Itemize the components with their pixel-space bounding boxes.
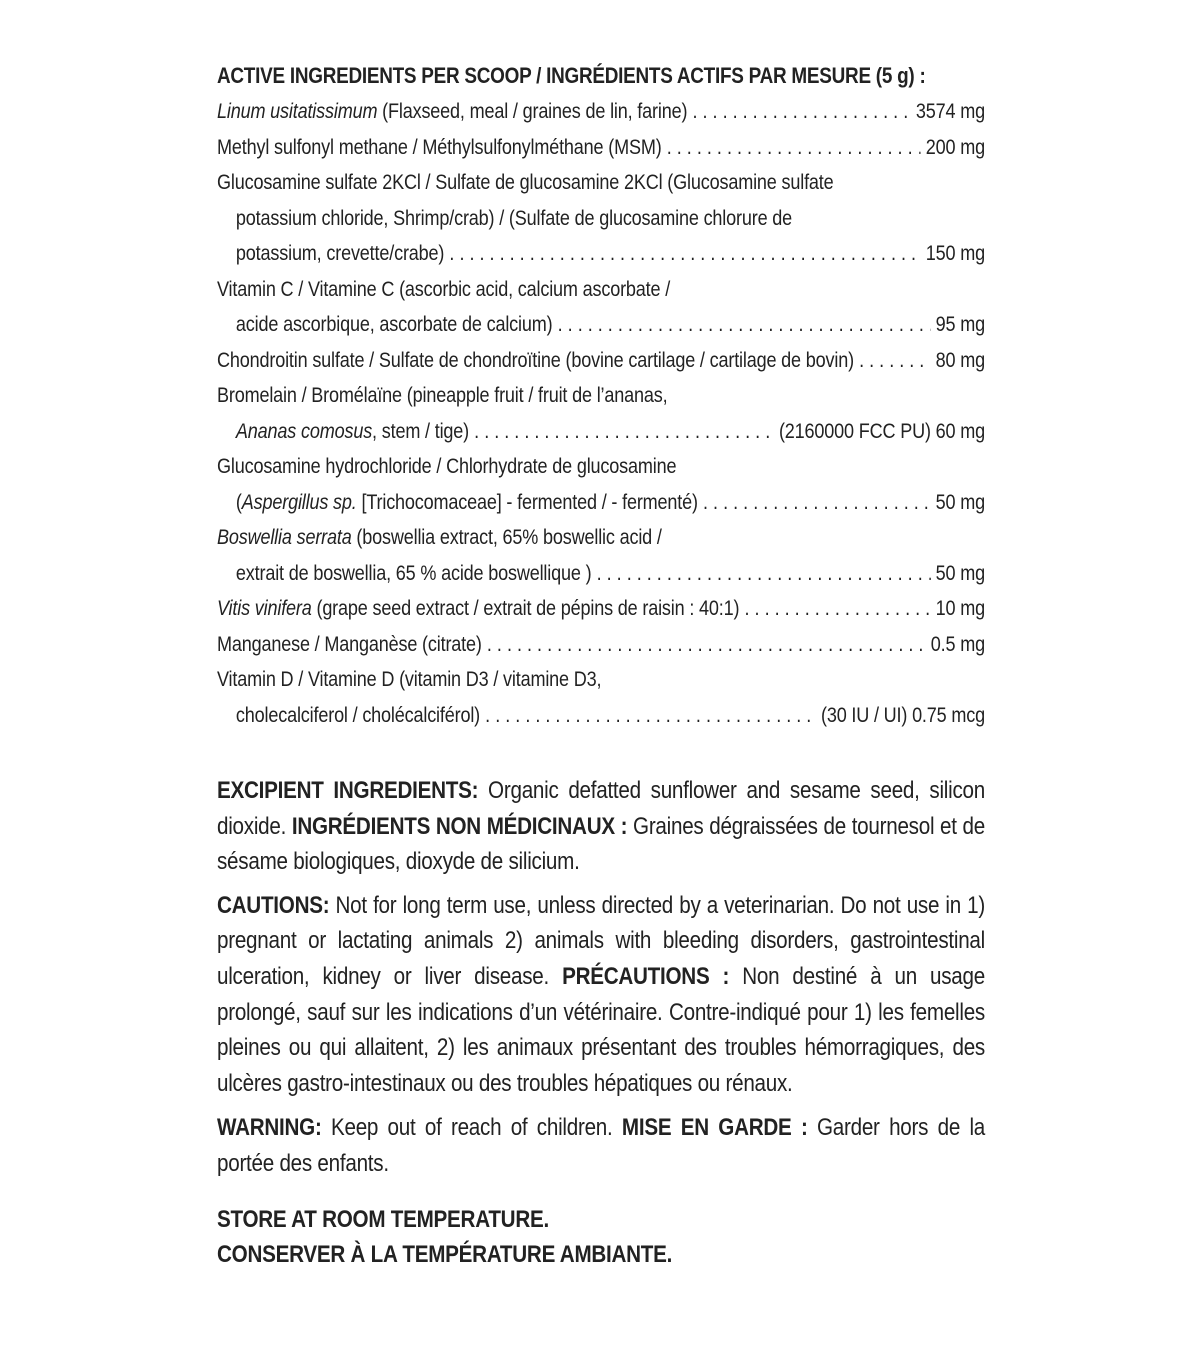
- ingredient-amount: 95 mg: [935, 313, 985, 336]
- dot-leader: [703, 485, 930, 521]
- ingredient-vitamin-c: Vitamin C / Vitamine C (ascorbic acid, calcium ascorbate / acide ascorbique, ascorbate de calcium) . . . 95 mg: [217, 272, 985, 343]
- dot-leader: [692, 94, 910, 130]
- dot-leader: [859, 343, 930, 379]
- ingredient-amount: 80 mg: [935, 348, 985, 372]
- ingredient-amount: (2160000 FCC PU) 60 mg: [778, 419, 985, 443]
- active-ingredients-list: [217, 94, 985, 733]
- dot-leader: [487, 627, 926, 663]
- ingredient-vitamin-d: Vitamin D / Vitamine D (vitamin D3 / vitamine D3, cholecalciferol / cholécalciférol) . . . (30 IU / UI) 0.75 mcg: [217, 662, 985, 733]
- ingredient-amount: 50 mg: [935, 490, 985, 514]
- ingredient-glucosamine-hcl: Glucosamine hydrochloride / Chlorhydrate de glucosamine (Aspergillus sp. [Trichocomaceae] - fermented / - fermenté) . . . 50 mg: [217, 449, 985, 520]
- dot-leader: [474, 414, 774, 450]
- active-ingredients-heading: ACTIVE INGREDIENTS PER SCOOP / INGRÉDIENTS ACTIFS PAR MESURE (5 g) :: [217, 63, 926, 88]
- ingredient-amount: 0.5 mg: [930, 632, 985, 656]
- warning-paragraph: WARNING: Keep out of reach of children. MISE EN GARDE : Garder hors de la portée des enfants.: [217, 1114, 985, 1177]
- storage-en: STORE AT ROOM TEMPERATURE.: [217, 1205, 549, 1233]
- product-label: [217, 58, 985, 1273]
- ingredient-amount: 200 mg: [925, 135, 985, 159]
- ingredient-grape-seed: Vitis vinifera (grape seed extract / extrait de pépins de raisin : 40:1) . . . 10 mg: [217, 591, 985, 627]
- ingredient-bromelain: Bromelain / Bromélaïne (pineapple fruit / fruit de l’ananas, Ananas comosus, stem / tige) . . . (2160000 FCC PU) 60 mg: [217, 378, 985, 449]
- dot-leader: [558, 307, 931, 343]
- label-content: [217, 58, 985, 1273]
- dot-leader: [667, 130, 921, 166]
- ingredient-amount: 3574 mg: [915, 100, 985, 123]
- ingredient-boswellia: Boswellia serrata (boswellia extract, 65% boswellic acid / extrait de boswellia, 65 % acide boswellique ) . . . 50 mg: [217, 520, 985, 591]
- storage-fr: CONSERVER À LA TEMPÉRATURE AMBIANTE.: [217, 1241, 673, 1269]
- excipient-paragraph: EXCIPIENT INGREDIENTS: Organic defatted sunflower and sesame seed, silicon dioxide. INGRÉDIENTS NON MÉDICINAUX : Graines dégraissées de tournesol et de sésame biologiques, dioxyde de silicium.: [217, 777, 985, 876]
- ingredient-amount: 150 mg: [925, 242, 985, 265]
- ingredient-glucosamine-sulfate: Glucosamine sulfate 2KCl / Sulfate de glucosamine 2KCl (Glucosamine sulfate potassium chloride, Shrimp/crab) / (Sulfate de glucosamine chlorure de potassium, crevette/crabe) . . . 150 mg: [217, 165, 985, 272]
- ingredient-amount: (30 IU / UI) 0.75 mcg: [820, 703, 985, 727]
- ingredient-amount: 10 mg: [935, 597, 985, 620]
- dot-leader: [597, 556, 931, 592]
- dot-leader: [745, 591, 931, 627]
- ingredient-msm: Methyl sulfonyl methane / Méthylsulfonylméthane (MSM) . . . 200 mg: [217, 130, 985, 166]
- ingredient-chondroitin: Chondroitin sulfate / Sulfate de chondroïtine (bovine cartilage / cartilage de bovin) . . . 80 mg: [217, 343, 985, 379]
- dot-leader: [485, 698, 816, 734]
- ingredient-amount: 50 mg: [935, 561, 985, 585]
- ingredient-manganese: Manganese / Manganèse (citrate) . . . 0.5 mg: [217, 627, 985, 663]
- ingredient-flaxseed: Linum usitatissimum (Flaxseed, meal / graines de lin, farine) . . . 3574 mg: [217, 94, 985, 130]
- dot-leader: [449, 236, 920, 272]
- cautions-paragraph: CAUTIONS: Not for long term use, unless directed by a veterinarian. Do not use in 1) pregnant or lactating animals 2) animals with bleeding disorders, gastrointestinal ulceration, kidney or liver disease. PRÉCAUTIONS : Non destiné à un usage prolongé, sauf sur les indications d’un vétérinaire. Contre-indiqué pour 1) les femelles pleines ou qui allaitent, 2) les animaux présentant des troubles hémorragiques, des ulcères gastro-intestinaux ou des troubles hépatiques ou rénaux.: [217, 891, 985, 1097]
